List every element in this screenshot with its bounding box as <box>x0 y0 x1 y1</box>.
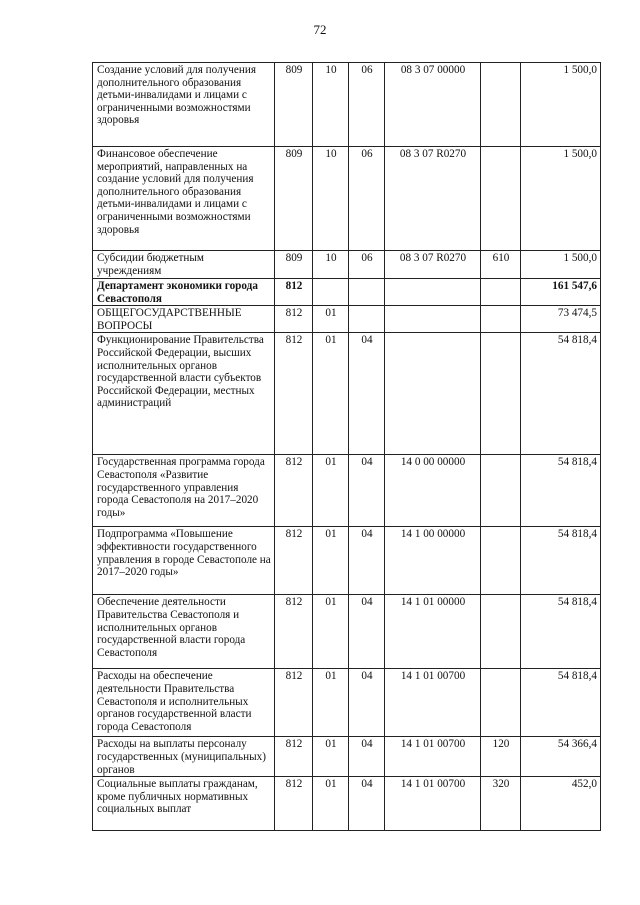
row-name: Социальные выплаты гражданам, кроме публичных нормативных социальных выплат <box>93 777 275 831</box>
row-pr: 04 <box>349 737 385 777</box>
table-row <box>93 527 601 595</box>
row-vr <box>481 333 521 455</box>
row-csr: 08 3 07 00000 <box>385 63 481 147</box>
row-csr: 08 3 07 R0270 <box>385 251 481 279</box>
row-rz: 01 <box>313 455 349 527</box>
table-row <box>93 669 601 737</box>
row-rz: 01 <box>313 669 349 737</box>
row-rz: 01 <box>313 737 349 777</box>
row-name: Государственная программа города Севастополя «Развитие государственного управления города Севастополя на 2017–2020 годы» <box>93 455 275 527</box>
row-ved: 812 <box>275 595 313 669</box>
row-ved: 812 <box>275 737 313 777</box>
table-row <box>93 279 601 306</box>
row-rz: 01 <box>313 306 349 333</box>
row-csr: 08 3 07 R0270 <box>385 147 481 251</box>
table-row <box>93 306 601 333</box>
budget-table <box>92 62 601 831</box>
row-sum: 54 366,4 <box>521 737 601 777</box>
row-rz: 10 <box>313 251 349 279</box>
row-pr <box>349 306 385 333</box>
row-vr <box>481 595 521 669</box>
table-row <box>93 737 601 777</box>
row-vr: 120 <box>481 737 521 777</box>
row-ved: 812 <box>275 777 313 831</box>
row-name: Департамент экономики города Севастополя <box>93 279 275 306</box>
row-pr: 06 <box>349 251 385 279</box>
row-ved: 809 <box>275 251 313 279</box>
table-row <box>93 63 601 147</box>
row-sum: 1 500,0 <box>521 251 601 279</box>
table-body <box>93 63 601 831</box>
table-row <box>93 777 601 831</box>
row-sum: 54 818,4 <box>521 669 601 737</box>
row-pr: 04 <box>349 777 385 831</box>
row-vr <box>481 527 521 595</box>
row-vr <box>481 306 521 333</box>
page-number: 72 <box>313 22 327 37</box>
row-rz: 10 <box>313 63 349 147</box>
row-sum: 452,0 <box>521 777 601 831</box>
row-ved: 809 <box>275 147 313 251</box>
row-sum: 73 474,5 <box>521 306 601 333</box>
row-sum: 54 818,4 <box>521 455 601 527</box>
row-name: ОБЩЕГОСУДАРСТВЕННЫЕ ВОПРОСЫ <box>93 306 275 333</box>
row-rz: 10 <box>313 147 349 251</box>
table-row <box>93 147 601 251</box>
row-csr: 14 0 00 00000 <box>385 455 481 527</box>
row-rz: 01 <box>313 333 349 455</box>
row-rz: 01 <box>313 527 349 595</box>
row-sum: 1 500,0 <box>521 63 601 147</box>
row-ved: 812 <box>275 669 313 737</box>
row-name: Расходы на выплаты персоналу государственных (муниципальных) органов <box>93 737 275 777</box>
row-rz: 01 <box>313 777 349 831</box>
row-vr: 320 <box>481 777 521 831</box>
row-csr: 14 1 01 00700 <box>385 669 481 737</box>
row-sum: 1 500,0 <box>521 147 601 251</box>
row-name: Функционирование Правительства Российской Федерации, высших исполнительных органов государственной власти субъектов Российской Федерации, местных администраций <box>93 333 275 455</box>
row-sum: 54 818,4 <box>521 595 601 669</box>
row-name: Расходы на обеспечение деятельности Правительства Севастополя и исполнительных органов государственной власти города Севастополя <box>93 669 275 737</box>
row-vr <box>481 147 521 251</box>
row-vr <box>481 669 521 737</box>
table-row <box>93 595 601 669</box>
row-csr: 14 1 01 00700 <box>385 777 481 831</box>
table-row <box>93 333 601 455</box>
row-name: Создание условий для получения дополнительного образования детьми-инвалидами и лицами с ограниченными возможностями здоровья <box>93 63 275 147</box>
row-csr: 14 1 01 00000 <box>385 595 481 669</box>
row-csr <box>385 279 481 306</box>
row-pr: 04 <box>349 527 385 595</box>
row-csr <box>385 306 481 333</box>
row-pr <box>349 279 385 306</box>
row-ved: 809 <box>275 63 313 147</box>
row-sum: 54 818,4 <box>521 527 601 595</box>
row-csr: 14 1 00 00000 <box>385 527 481 595</box>
row-csr <box>385 333 481 455</box>
row-ved: 812 <box>275 279 313 306</box>
row-pr: 04 <box>349 333 385 455</box>
row-pr: 04 <box>349 455 385 527</box>
row-name: Обеспечение деятельности Правительства Севастополя и исполнительных органов государственной власти города Севастополя <box>93 595 275 669</box>
table-row <box>93 251 601 279</box>
row-name: Субсидии бюджетным учреждениям <box>93 251 275 279</box>
row-sum: 161 547,6 <box>521 279 601 306</box>
row-sum: 54 818,4 <box>521 333 601 455</box>
row-rz: 01 <box>313 595 349 669</box>
row-ved: 812 <box>275 306 313 333</box>
row-pr: 04 <box>349 669 385 737</box>
row-vr <box>481 455 521 527</box>
row-pr: 04 <box>349 595 385 669</box>
row-vr <box>481 63 521 147</box>
row-vr: 610 <box>481 251 521 279</box>
row-ved: 812 <box>275 527 313 595</box>
row-rz <box>313 279 349 306</box>
row-vr <box>481 279 521 306</box>
row-csr: 14 1 01 00700 <box>385 737 481 777</box>
row-pr: 06 <box>349 147 385 251</box>
row-ved: 812 <box>275 455 313 527</box>
row-pr: 06 <box>349 63 385 147</box>
row-name: Подпрограмма «Повышение эффективности государственного управления в городе Севастополе на 2017–2020 годы» <box>93 527 275 595</box>
table-row <box>93 455 601 527</box>
row-name: Финансовое обеспечение мероприятий, направленных на создание условий для получения дополнительного образования детьми-инвалидами и лицами с ограниченными возможностями здоровья <box>93 147 275 251</box>
row-ved: 812 <box>275 333 313 455</box>
